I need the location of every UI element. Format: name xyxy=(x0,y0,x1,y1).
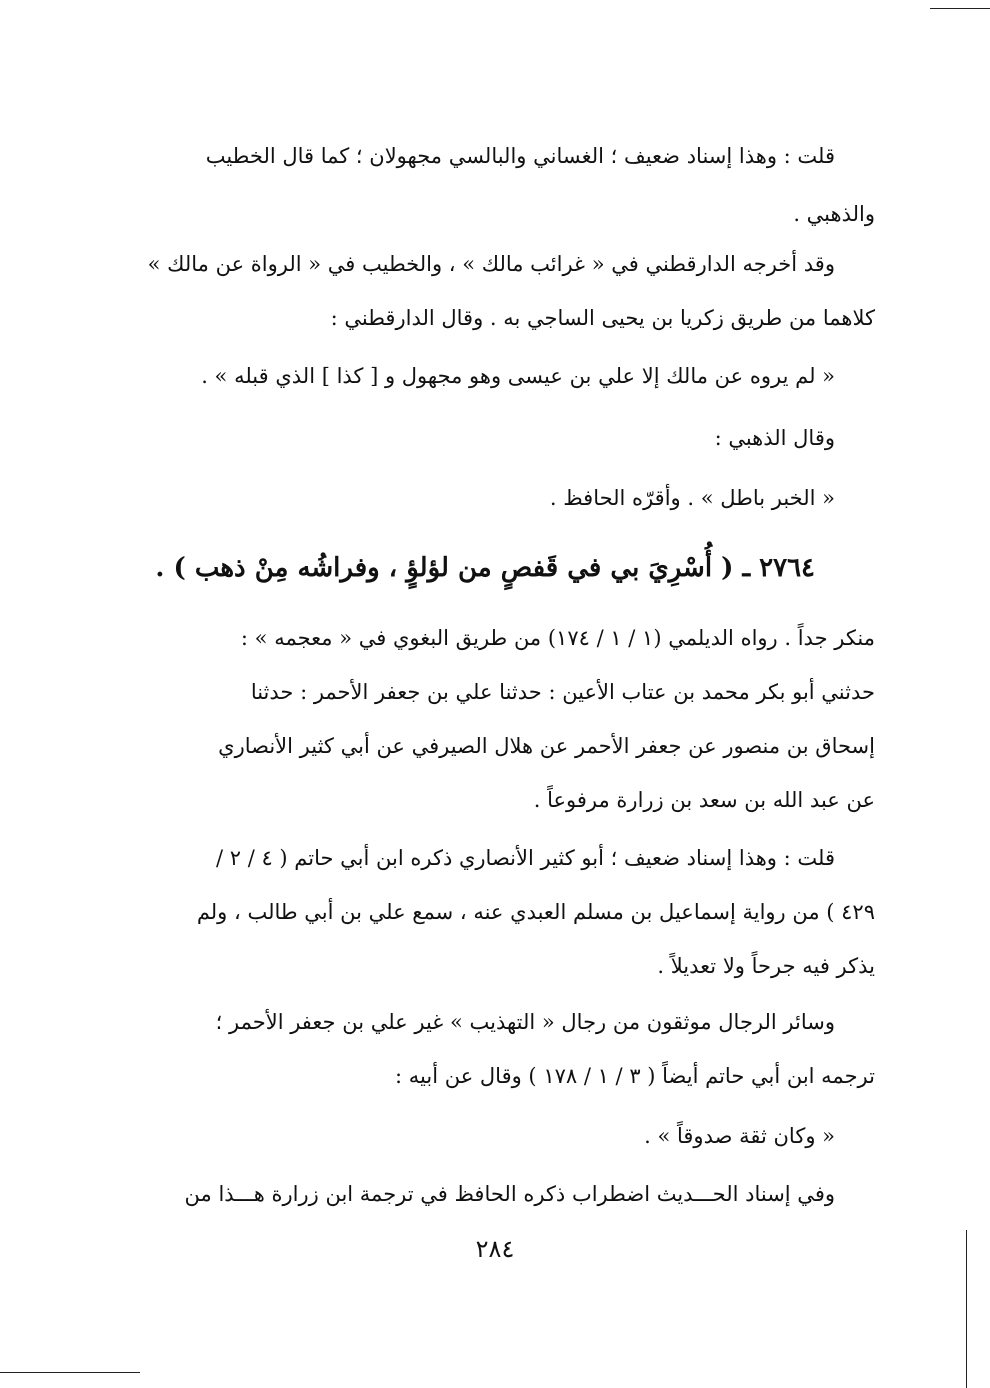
text-line: قلت : وهذا إسناد ضعيف ؛ الغساني والبالسي مجهولان ؛ كما قال الخطيب xyxy=(205,144,835,168)
text-line: وفي إسناد الحـــديث اضطراب ذكره الحافظ في ترجمة ابن زرارة هـــذا من xyxy=(184,1182,835,1206)
text-line: يذكر فيه جرحاً ولا تعديلاً . xyxy=(657,954,875,978)
text-line: والذهبي . xyxy=(793,202,875,226)
text-line: ٤٢٩ ) من رواية إسماعيل بن مسلم العبدي عنه ، سمع علي بن أبي طالب ، ولم xyxy=(196,900,875,924)
text-line: ترجمه ابن أبي حاتم أيضاً ( ٣ / ١ / ١٧٨ ) وقال عن أبيه : xyxy=(395,1064,875,1088)
scan-border-right xyxy=(966,1230,967,1388)
text-line: كلاهما من طريق زكريا بن يحيى الساجي به . وقال الدارقطني : xyxy=(330,306,875,330)
text-line: « لم يروه عن مالك إلا علي بن عيسى وهو مجهول و [ كذا ] الذي قبله » . xyxy=(201,364,835,388)
scan-border-bottom xyxy=(0,1372,140,1373)
text-line: قلت : وهذا إسناد ضعيف ؛ أبو كثير الأنصاري ذكره ابن أبي حاتم ( ٤ / ٢ / xyxy=(215,846,835,870)
text-line: وسائر الرجال موثقون من رجال « التهذيب » غير علي بن جعفر الأحمر ؛ xyxy=(215,1010,835,1034)
page-number: ٢٨٤ xyxy=(475,1235,515,1263)
text-line: « وكان ثقة صدوقاً » . xyxy=(644,1124,835,1148)
text-line: وقال الذهبي : xyxy=(714,426,835,450)
text-line: وقد أخرجه الدارقطني في « غرائب مالك » ، والخطيب في « الرواة عن مالك » xyxy=(147,252,835,276)
text-line: « الخبر باطل » . وأقرّه الحافظ . xyxy=(549,486,835,510)
text-line: عن عبد الله بن سعد بن زرارة مرفوعاً . xyxy=(533,788,875,812)
text-line: حدثني أبو بكر محمد بن عتاب الأعين : حدثنا علي بن جعفر الأحمر : حدثنا xyxy=(250,680,875,704)
body-text xyxy=(95,0,875,1230)
text-line: إسحاق بن منصور عن جعفر الأحمر عن هلال الصيرفي عن أبي كثير الأنصاري xyxy=(218,734,875,758)
hadith-heading: ٢٧٦٤ ـ ( أُسْرِيَ بي في قَفصٍ من لؤلؤٍ ، وفراشُه مِنْ ذهب ) . xyxy=(155,553,815,583)
scan-border-top xyxy=(930,8,990,9)
text-line: منكر جداً . رواه الديلمي (١ / ١ / ١٧٤) من طريق البغوي في « معجمه » : xyxy=(240,626,875,650)
